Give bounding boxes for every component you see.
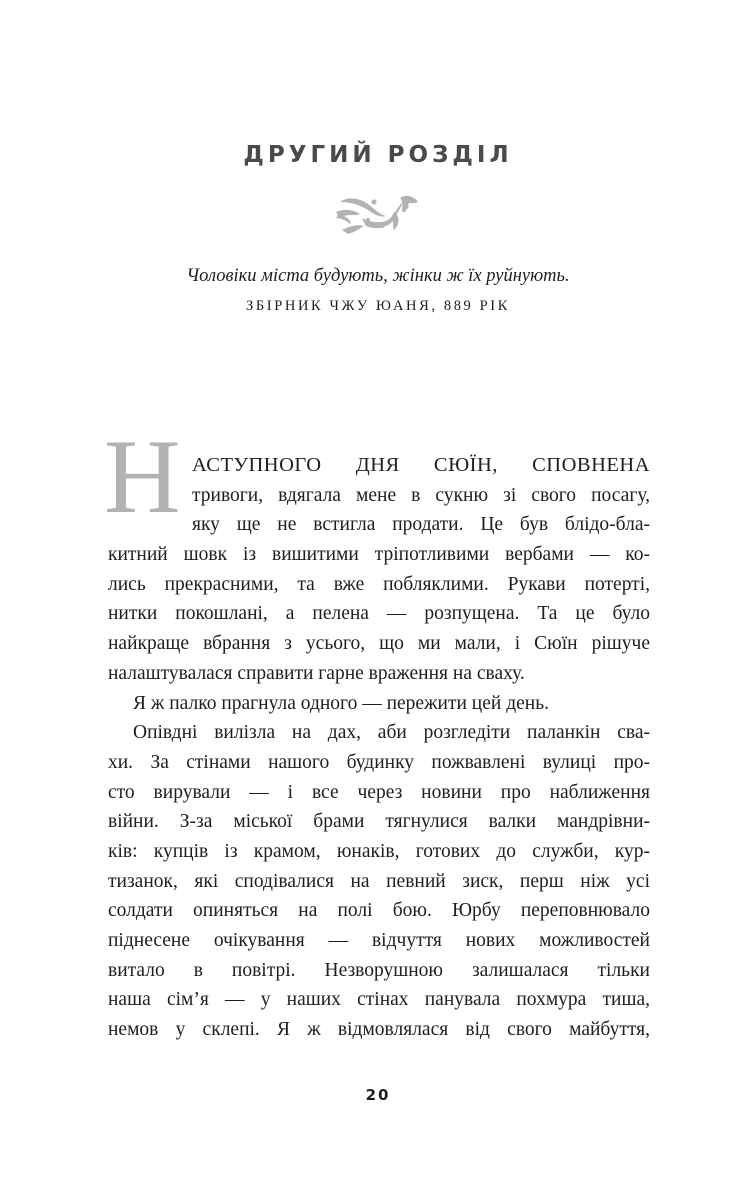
floral-ornament-icon: [334, 192, 424, 238]
text-line: налаштувалася справити гарне враження на сваху.: [108, 662, 525, 684]
text-line: сто вирували — і все через новини про наближення: [108, 781, 650, 803]
text-line: піднесене очікування — відчуття нових можливостей: [108, 930, 650, 951]
text-line: витало в повітрі. Незворушною залишалася тільки: [108, 959, 650, 981]
text-line: наша сім’я — у наших стінах панувала похмура тиша,: [108, 989, 650, 1011]
text-line: немов у склепі. Я ж відмовлялася від свого майбуття,: [108, 1019, 650, 1041]
text-line: АСТУПНОГО ДНЯ СЮЇН, СПОВНЕНА: [192, 454, 650, 476]
drop-cap: Н: [104, 418, 181, 535]
text-line: лись прекрасними, та вже побляклими. Рукави потерті,: [108, 573, 650, 595]
chapter-title: ДРУГИЙ РОЗДІЛ: [243, 142, 513, 168]
text-line: китний шовк із вишитими тріпотливими вербами — ко-: [108, 544, 650, 566]
text-line: тизанок, які сподівалися на певний зиск, перш ніж усі: [108, 870, 650, 892]
text-line: яку ще не встигла продати. Це був блідо-бла-: [192, 514, 650, 536]
text-line: тривоги, вдягала мене в сукню зі свого посагу,: [192, 484, 650, 506]
text-line: солдати опиняться на полі бою. Юрбу переповнювало: [108, 900, 650, 922]
text-line: найкраще вбрання з усього, що ми мали, і Сюїн рішуче: [108, 633, 650, 655]
page-number: 20: [365, 1086, 391, 1104]
epigraph-source: ЗБІРНИК ЧЖУ ЮАНЯ, 889 РІК: [246, 298, 510, 314]
text-line: війни. З-за міської брами тягнулися валки мандрівни-: [108, 811, 650, 833]
text-line: Я ж палко прагнула одного — пережити цей день.: [133, 692, 549, 714]
text-line: ків: купців із крамом, юнаків, готових до служби, кур-: [108, 840, 650, 862]
text-line: хи. За стінами нашого будинку пожвавлені вулиці про-: [108, 751, 650, 773]
epigraph-quote: Чоловіки міста будують, жінки ж їх руйнують.: [186, 266, 570, 286]
body-text: [108, 451, 650, 1045]
text-line: Опівдні вилізла на дах, аби розгледіти паланкін сва-: [133, 722, 650, 744]
text-line: нитки покошлані, а пелена — розпущена. Та це було: [108, 603, 650, 625]
